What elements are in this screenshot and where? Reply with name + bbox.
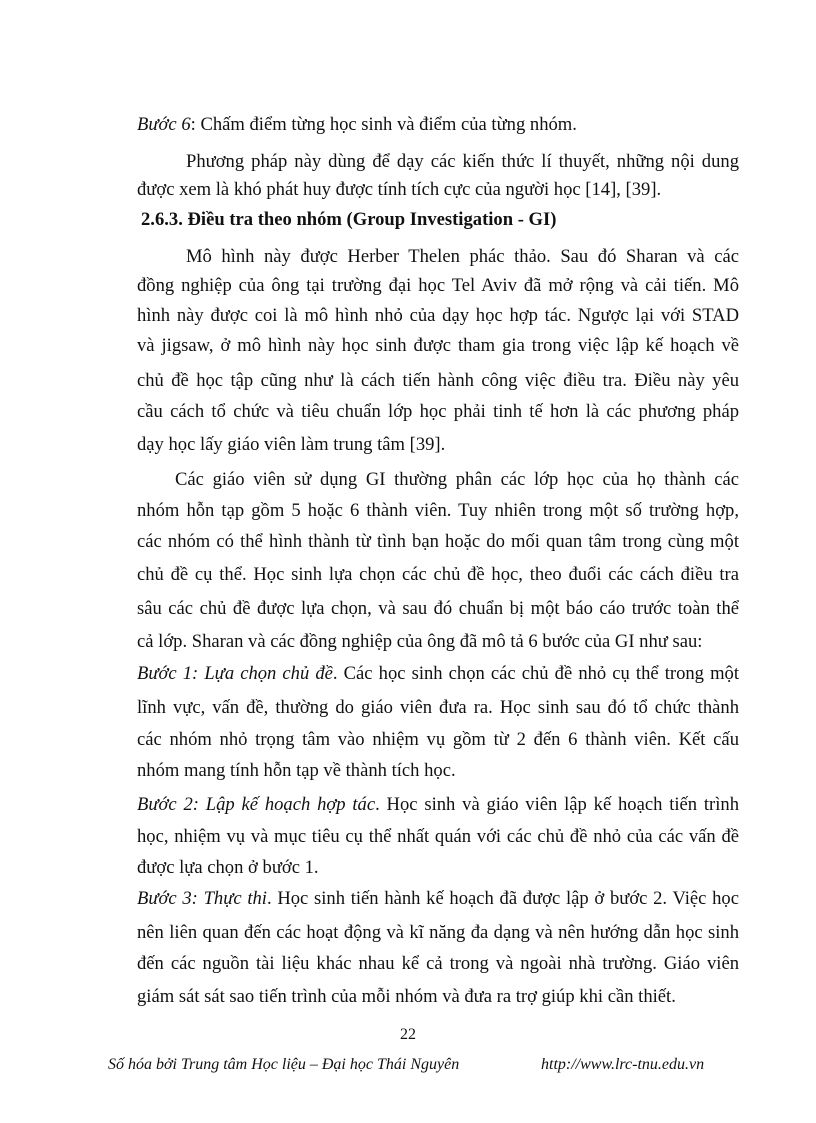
step3-line-2: nên liên quan đến các hoạt động và kĩ năng đa dạng và nên hướng dẫn học sinh xyxy=(137,922,739,943)
step2-label: Bước 2: Lập kế hoạch hợp tác xyxy=(137,794,376,815)
step2-line-1 xyxy=(137,794,739,816)
step3-first: . Học sinh tiến hành kế hoạch đã được lập ở bước 2. Việc học xyxy=(266,888,739,909)
step2-line-2: học, nhiệm vụ và mục tiêu cụ thể nhất quán với các chủ đề nhỏ của các vấn đề xyxy=(137,826,739,847)
step6-label: Bước 6 xyxy=(137,114,191,135)
step6-text: : Chấm điểm từng học sinh và điểm của từng nhóm. xyxy=(190,114,577,135)
p3-line-6: cả lớp. Sharan và các đồng nghiệp của ông đã mô tả 6 bước của GI như sau: xyxy=(137,631,703,652)
step3-line-4: giám sát sát sao tiến trình của mỗi nhóm và đưa ra trợ giúp khi cần thiết. xyxy=(137,986,676,1007)
step1-line-4: nhóm mang tính hỗn tạp về thành tích học. xyxy=(137,760,456,781)
step1-line-3: các nhóm nhỏ trọng tâm vào nhiệm vụ gồm từ 2 đến 6 thành viên. Kết cấu xyxy=(137,729,739,750)
p1-line-1: Phương pháp này dùng để dạy các kiến thức lí thuyết, những nội dung xyxy=(186,151,739,172)
p3-line-3: các nhóm có thể hình thành từ tình bạn hoặc do mối quan tâm trong cùng một xyxy=(137,531,739,552)
p2-line-5: chủ đề học tập cũng như là cách tiến hành công việc điều tra. Điều này yêu xyxy=(137,370,739,391)
p1-line-2: được xem là khó phát huy được tính tích cực của người học [14], [39]. xyxy=(137,179,662,200)
p2-line-6: cầu cách tổ chức và tiêu chuẩn lớp học phải tinh tế hơn là các phương pháp xyxy=(137,401,739,422)
p2-line-7: dạy học lấy giáo viên làm trung tâm [39]. xyxy=(137,434,446,455)
step2-first: . Học sinh và giáo viên lập kế hoạch tiến trình xyxy=(375,794,740,815)
step3-line-1 xyxy=(137,888,739,910)
step1-line-2: lĩnh vực, vấn đề, thường do giáo viên đưa ra. Học sinh sau đó tổ chức thành xyxy=(137,697,739,718)
step3-label: Bước 3: Thực thi xyxy=(137,888,267,909)
p2-line-4: và jigsaw, ở mô hình này học sinh được tham gia trong việc lập kế hoạch về xyxy=(137,335,739,356)
section-heading: 2.6.3. Điều tra theo nhóm (Group Investigation - GI) xyxy=(141,209,557,230)
p2-line-3: hình này được coi là mô hình nhỏ của dạy học hợp tác. Ngược lại với STAD xyxy=(137,305,739,326)
p2-line-2: đồng nghiệp của ông tại trường đại học Tel Aviv đã mở rộng và cải tiến. Mô xyxy=(137,275,739,296)
step1-label: Bước 1: Lựa chọn chủ đề xyxy=(137,663,333,684)
step6-line xyxy=(137,114,739,136)
p3-line-4: chủ đề cụ thể. Học sinh lựa chọn các chủ đề học, theo đuổi các cách điều tra xyxy=(137,564,739,585)
footer-source: Số hóa bởi Trung tâm Học liệu – Đại học Thái Nguyên xyxy=(108,1056,460,1073)
p3-line-2: nhóm hỗn tạp gồm 5 hoặc 6 thành viên. Tuy nhiên trong một số trường hợp, xyxy=(137,500,739,521)
step1-first: . Các học sinh chọn các chủ đề nhỏ cụ thể trong một xyxy=(332,663,739,684)
footer-url: http://www.lrc-tnu.edu.vn xyxy=(541,1056,705,1073)
page-number: 22 xyxy=(400,1026,416,1043)
p3-line-5: sâu các chủ đề được lựa chọn, và sau đó chuẩn bị một báo cáo trước toàn thể xyxy=(137,598,739,619)
step3-line-3: đến các nguồn tài liệu khác nhau kể cả trong và ngoài nhà trường. Giáo viên xyxy=(137,953,739,974)
step1-line-1 xyxy=(137,663,739,685)
p2-line-1: Mô hình này được Herber Thelen phác thảo. Sau đó Sharan và các xyxy=(186,246,739,267)
p3-line-1: Các giáo viên sử dụng GI thường phân các lớp học của họ thành các xyxy=(175,469,739,490)
step2-line-3: được lựa chọn ở bước 1. xyxy=(137,857,319,878)
